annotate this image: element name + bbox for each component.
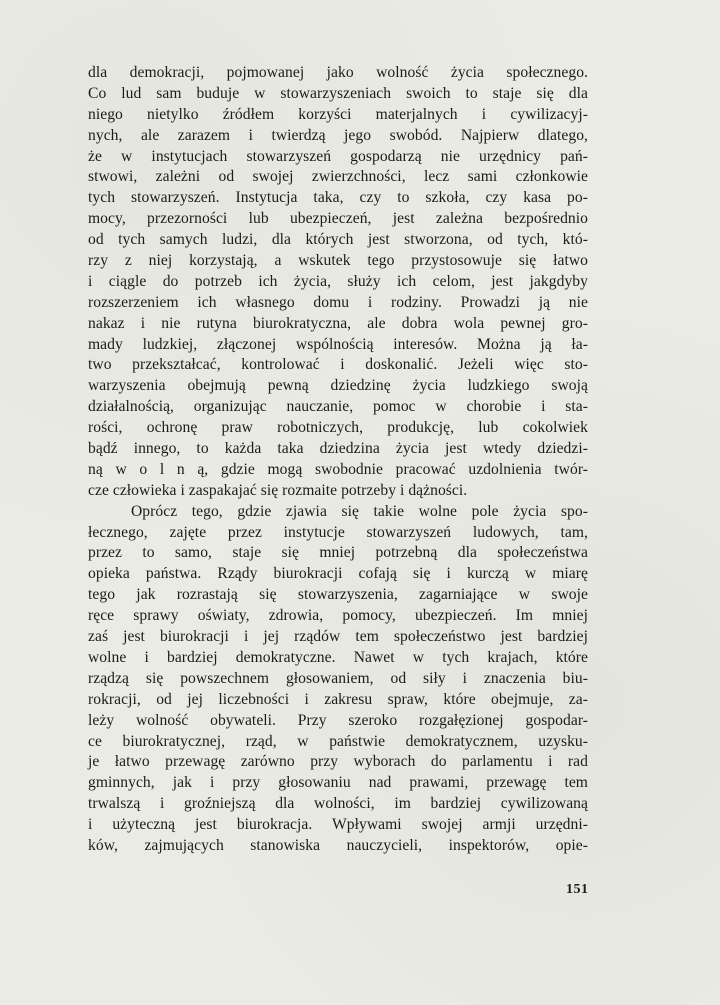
text-line: warzyszenia obejmują pewną dziedzinę życia ludzkiego swoją (88, 377, 588, 395)
text-line: leży wolność obywateli. Przy szeroko rozgałęzionej gospodar- (88, 711, 588, 729)
text-line: niego nietylko źródłem korzyści materjalnych i cywilizacyj- (88, 105, 588, 123)
body-text (88, 63, 588, 857)
text-line: mady ludzkiej, złączonej wspólnością interesów. Można ją ła- (88, 335, 588, 353)
text-line: od tych samych ludzi, dla których jest stworzona, od tych, któ- (88, 231, 588, 249)
text-line: i ciągle do potrzeb ich życia, służy ich celom, jest jakgdyby (88, 272, 588, 290)
text-line: rości, ochronę praw robotniczych, produkcję, lub cokolwiek (88, 419, 588, 437)
text-line: ków, zajmujących stanowiska nauczycieli, inspektorów, opie- (88, 836, 588, 854)
text-line: tego jak rozrastają się stowarzyszenia, zagarniające w swoje (88, 586, 588, 604)
text-line: że w instytucjach stowarzyszeń gospodarzą nie urzędnicy pań- (88, 147, 588, 165)
text-line: two przekształcać, kontrolować i doskonalić. Jeżeli więc sto- (88, 356, 588, 374)
text-line: rokracji, od jej liczebności i zakresu spraw, które obejmuje, za- (88, 690, 588, 708)
text-line: tych stowarzyszeń. Instytucja taka, czy to szkoła, czy kasa po- (88, 189, 588, 207)
text-line: rozszerzeniem ich własnego domu i rodziny. Prowadzi ją nie (88, 293, 588, 311)
text-line: bądź innego, to każda taka dziedzina życia jest wtedy dziedzi- (88, 440, 588, 458)
text-line: rzy z niej korzystają, a wskutek tego przystosowuje się łatwo (88, 252, 588, 270)
text-line: gminnych, jak i przy głosowaniu nad prawami, przewagę tem (88, 774, 588, 792)
text-line: zaś jest biurokracji i jej rządów tem społeczeństwo jest bardziej (88, 628, 588, 646)
text-line: cze człowieka i zaspakajać się rozmaite potrzeby i dążności. (88, 481, 468, 499)
text-line: i użyteczną jest biurokracja. Wpływami swojej armji urzędni- (88, 816, 588, 834)
text-line: Oprócz tego, gdzie zjawia się takie wolne pole życia spo- (131, 502, 588, 520)
text-line: rządzą się powszechnem głosowaniem, od siły i znaczenia biu- (88, 669, 588, 687)
text-line: je łatwo przewagę zarówno przy wyborach do parlamentu i rad (88, 753, 588, 771)
text-line: ce biurokratycznej, rząd, w państwie demokratycznem, uzysku- (88, 732, 588, 750)
text-line: ną w o l n ą, gdzie mogą swobodnie pracować uzdolnienia twór- (88, 460, 588, 478)
text-line: stwowi, zależni od swojej zwierzchności, lecz sami członkowie (88, 168, 588, 186)
text-line: opieka państwa. Rządy biurokracji cofają się i kurczą w miarę (88, 565, 588, 583)
text-line: wolne i bardziej demokratyczne. Nawet w tych krajach, które (88, 648, 588, 666)
text-line: łecznego, zajęte przez instytucje stowarzyszeń ludowych, tam, (88, 523, 588, 541)
paragraph-2 (88, 502, 588, 857)
text-line: Co lud sam buduje w stowarzyszeniach swoich to staje się dla (88, 84, 588, 102)
text-line: działalnością, organizując nauczanie, pomoc w chorobie i sta- (88, 398, 588, 416)
paragraph-1 (88, 63, 588, 502)
text-line: ręce sprawy oświaty, zdrowia, pomocy, ubezpieczeń. Im mniej (88, 607, 588, 625)
text-line: dla demokracji, pojmowanej jako wolność życia społecznego. (88, 64, 588, 81)
text-line: nych, ale zarazem i twierdzą jego swobód. Najpierw dlatego, (88, 126, 588, 144)
page-number: 151 (566, 882, 589, 897)
text-line: przez to samo, staje się mniej potrzebną dla społeczeństwa (88, 544, 588, 562)
text-line: mocy, przezorności lub ubezpieczeń, jest zależna bezpośrednio (88, 210, 588, 228)
text-line: nakaz i nie rutyna biurokratyczna, ale dobra wola pewnej gro- (88, 314, 588, 332)
text-line: trwalszą i groźniejszą dla wolności, im bardziej cywilizowaną (88, 795, 588, 813)
